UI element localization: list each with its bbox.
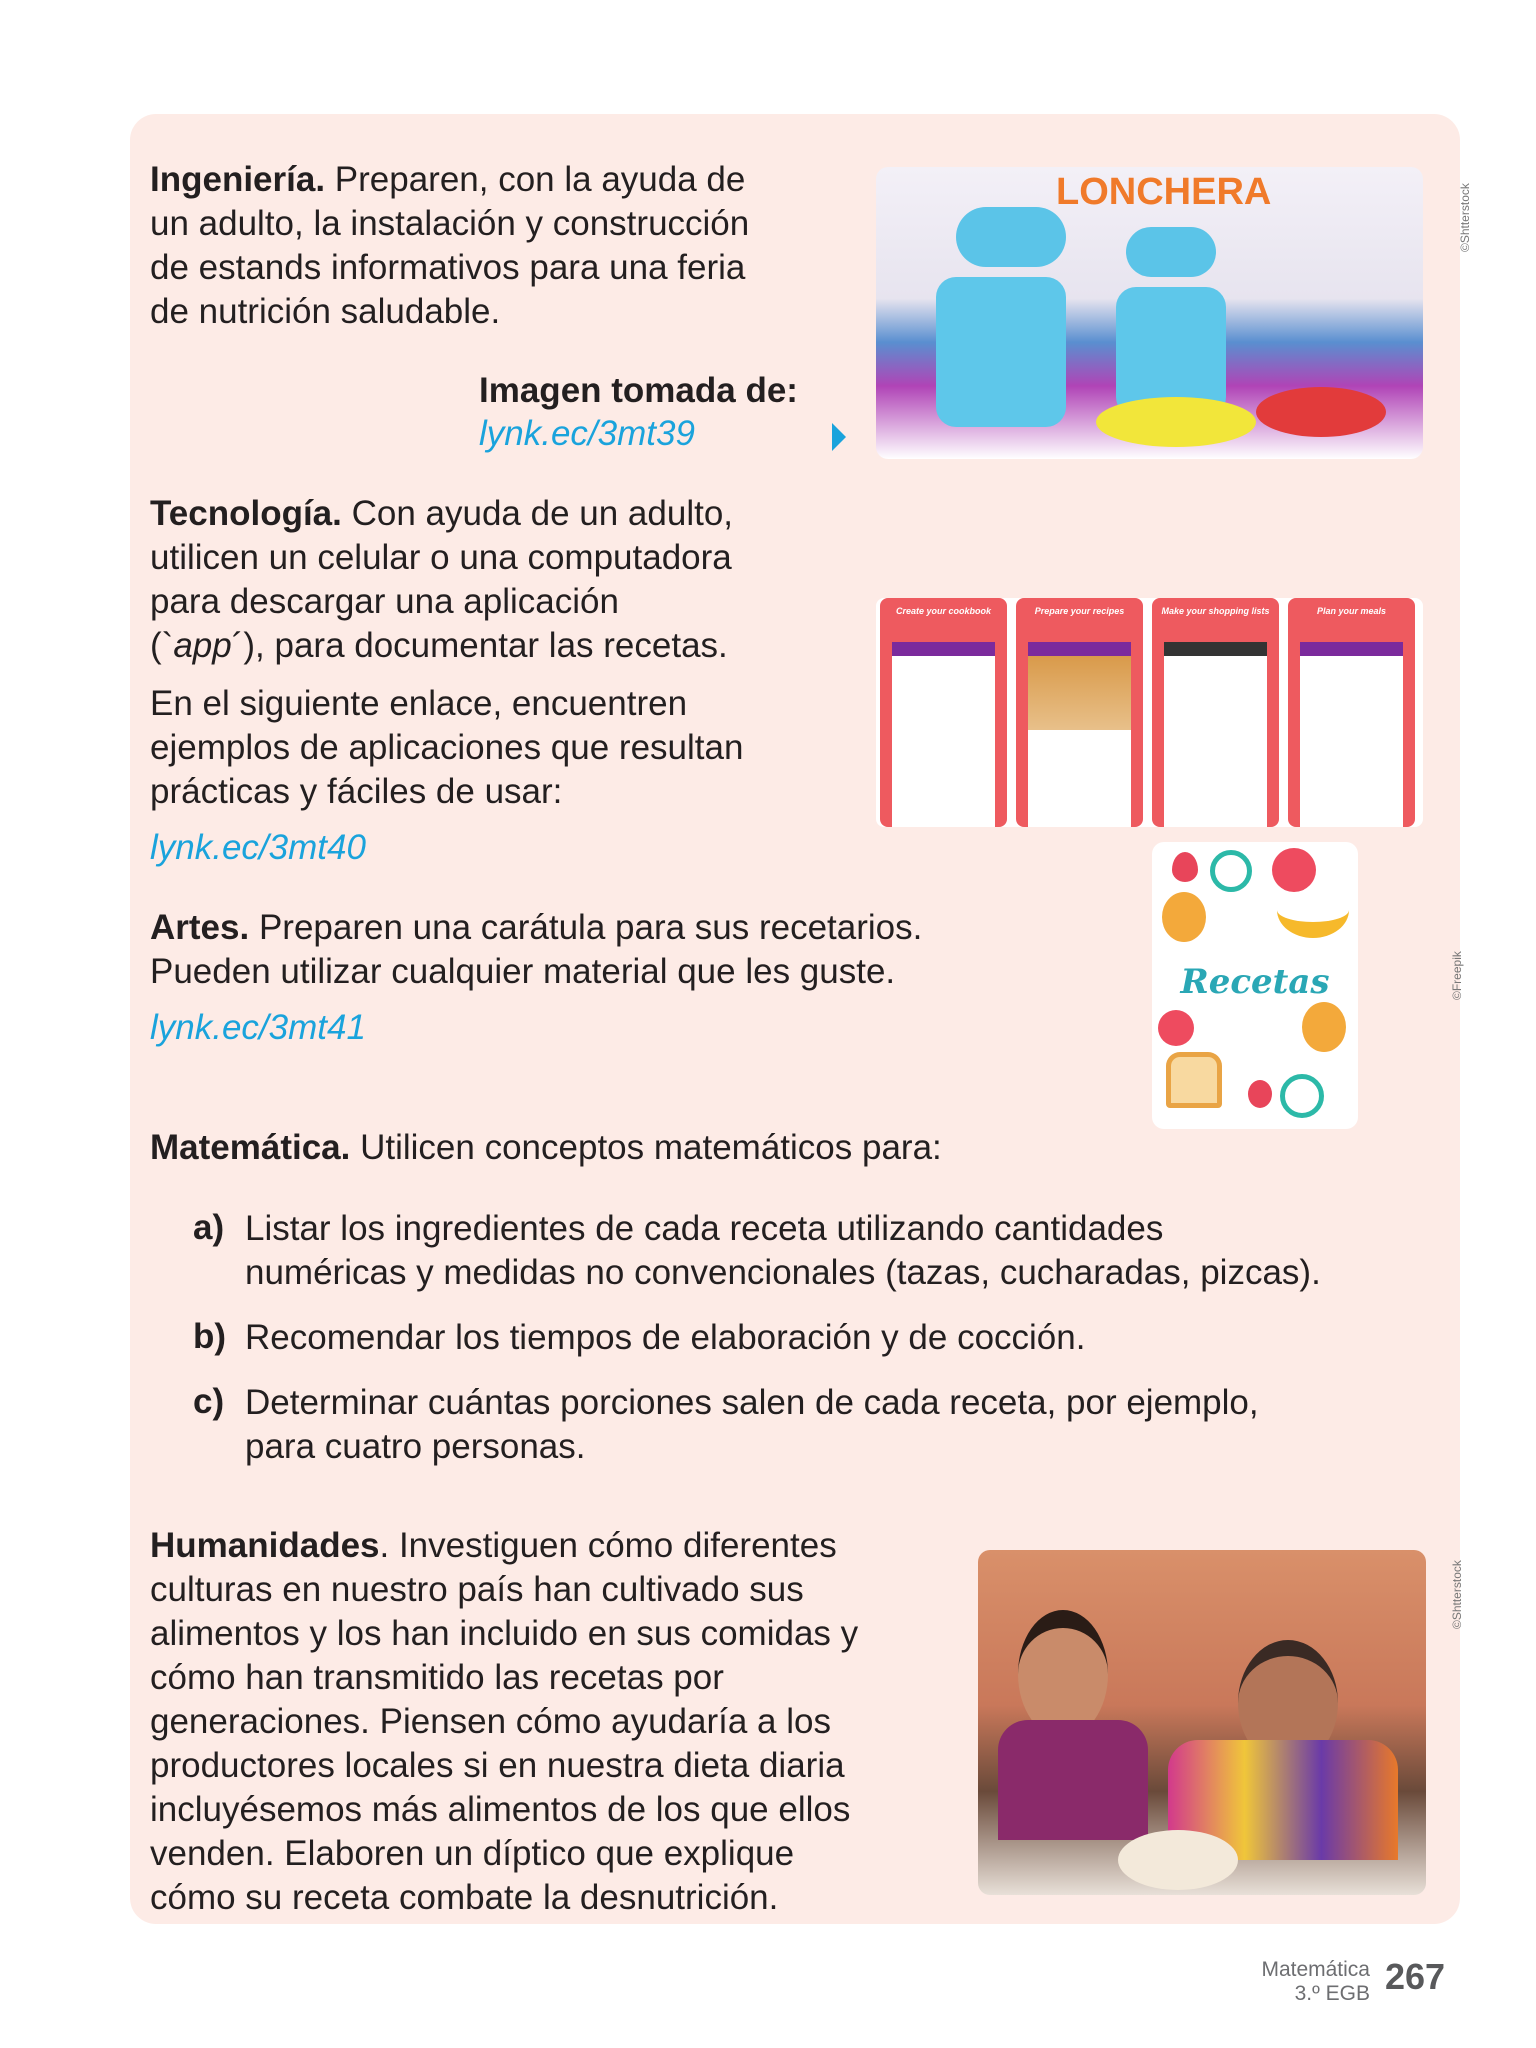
- matematica-paragraph: [150, 1126, 942, 1170]
- photo-credit: ©Shtterstock: [1450, 1560, 1464, 1629]
- text-line: generaciones. Piensen cómo ayudaría a los: [150, 1702, 831, 1741]
- bread-icon: [1166, 1052, 1222, 1108]
- humanidades-paragraph: [150, 1524, 858, 1920]
- image-source-label: Imagen tomada de:: [479, 371, 798, 410]
- app-screen-caption: Make your shopping lists: [1161, 606, 1270, 616]
- dough-bowl: [1118, 1830, 1238, 1890]
- recetas-cover-image: [1152, 842, 1358, 1129]
- app-screen: [880, 598, 1007, 827]
- plate: [1096, 397, 1256, 447]
- footer-subject-text: Matemática: [1261, 1958, 1370, 1981]
- photo-credit: ©Freepik: [1450, 951, 1464, 1000]
- girl-blouse: [998, 1720, 1148, 1840]
- humanidades-heading: Humanidades: [150, 1526, 380, 1565]
- app-screen-caption: Create your cookbook: [895, 606, 992, 616]
- text-line: un adulto, la instalación y construcción: [150, 204, 750, 243]
- text-line: Preparen una carátula para sus recetarios.: [249, 908, 923, 947]
- app-term: app: [173, 626, 232, 665]
- app-screen: [1288, 598, 1415, 827]
- text-line: Preparen, con la ayuda de: [325, 160, 746, 199]
- list-item: Recomendar los tiempos de elaboración y de cocción.: [245, 1318, 1086, 1357]
- text-line: En el siguiente enlace, encuentren: [150, 684, 688, 723]
- artes-paragraph: [150, 906, 922, 994]
- text-line: Utilicen conceptos matemáticos para:: [350, 1128, 942, 1167]
- text-line: Pueden utilizar cualquier material que les guste.: [150, 952, 896, 991]
- text-line: de estands informativos para una feria: [150, 248, 746, 287]
- kids-cooking-photo: [876, 167, 1423, 459]
- tecnologia-paragraph-2: [150, 682, 743, 814]
- list-item-label: a): [193, 1208, 225, 1247]
- text-line: ejemplos de aplicaciones que resultan: [150, 728, 744, 767]
- onion-icon: [1302, 1002, 1346, 1052]
- girl-face: [1018, 1610, 1108, 1738]
- app-screen-caption: Prepare your recipes: [1034, 606, 1125, 616]
- text-line: prácticas y fáciles de usar:: [150, 772, 563, 811]
- text-line: incluyésemos más alimentos de los que ellos: [150, 1790, 851, 1829]
- app-screen: [1016, 598, 1143, 827]
- plate: [1256, 387, 1386, 437]
- artes-link[interactable]: lynk.ec/3mt41: [150, 1008, 366, 1047]
- cucumber-icon: [1210, 850, 1252, 892]
- footer-grade: 3.º EGB: [1294, 1982, 1370, 2005]
- app-screen: [1152, 598, 1279, 827]
- grapefruit-icon: [1158, 1010, 1194, 1046]
- page-number: 267: [1385, 1956, 1446, 1997]
- ingenieria-paragraph: [150, 158, 749, 334]
- blue-apron: [936, 277, 1066, 427]
- tecnologia-paragraph: [150, 492, 733, 668]
- text-line: cómo su receta combate la desnutrición.: [150, 1878, 779, 1917]
- text-line: venden. Elaboren un díptico que explique: [150, 1834, 795, 1873]
- lonchera-sign: LONCHERA: [1056, 171, 1272, 213]
- text-line: (`: [150, 626, 174, 665]
- list-item: Determinar cuántas porciones salen de cada receta, por ejemplo, para cuatro personas.: [245, 1383, 1259, 1466]
- banana-icon: [1277, 882, 1349, 938]
- app-screen-caption: Plan your meals: [1316, 606, 1387, 616]
- chef-hat: [1126, 227, 1216, 277]
- text-line: utilicen un celular o una computadora: [150, 538, 732, 577]
- matematica-heading: Matemática.: [150, 1128, 351, 1167]
- strawberry-icon: [1172, 852, 1198, 882]
- app-screenshots: [876, 598, 1423, 827]
- footer-subject: [1210, 1958, 1370, 2006]
- strawberry-icon: [1248, 1080, 1272, 1108]
- photo-credit: ©Shtterstock: [1458, 183, 1472, 252]
- text-line: ´), para documentar las recetas.: [231, 626, 728, 665]
- list-item-label: b): [193, 1317, 227, 1356]
- list-item: Listar los ingredientes de cada receta utilizando cantidades numéricas y medidas no convencionales (tazas, cucharadas, pizcas).: [245, 1209, 1321, 1292]
- text-line: Con ayuda de un adulto,: [341, 494, 734, 533]
- women-cooking-photo: [978, 1550, 1426, 1895]
- recetas-title: Recetas: [1180, 962, 1330, 1002]
- text-line: cómo han transmitido las recetas por: [150, 1658, 724, 1697]
- text-line: productores locales si en nuestra dieta diaria: [150, 1746, 845, 1785]
- onion-icon: [1162, 892, 1206, 942]
- cucumber-icon: [1280, 1074, 1324, 1118]
- text-line: alimentos y los han incluido en sus comidas y: [150, 1614, 859, 1653]
- text-line: . Investiguen cómo diferentes: [379, 1526, 837, 1565]
- tecnologia-heading: Tecnología.: [150, 494, 342, 533]
- text-line: culturas en nuestro país han cultivado sus: [150, 1570, 804, 1609]
- artes-heading: Artes.: [150, 908, 250, 947]
- text-line: para descargar una aplicación: [150, 582, 619, 621]
- triangle-right-icon[interactable]: [832, 423, 846, 451]
- image-source-link[interactable]: lynk.ec/3mt39: [479, 414, 695, 453]
- chef-hat: [956, 207, 1066, 267]
- apps-link[interactable]: lynk.ec/3mt40: [150, 828, 366, 867]
- text-line: de nutrición saludable.: [150, 292, 501, 331]
- ingenieria-heading: Ingeniería.: [150, 160, 326, 199]
- list-item-label: c): [193, 1382, 225, 1421]
